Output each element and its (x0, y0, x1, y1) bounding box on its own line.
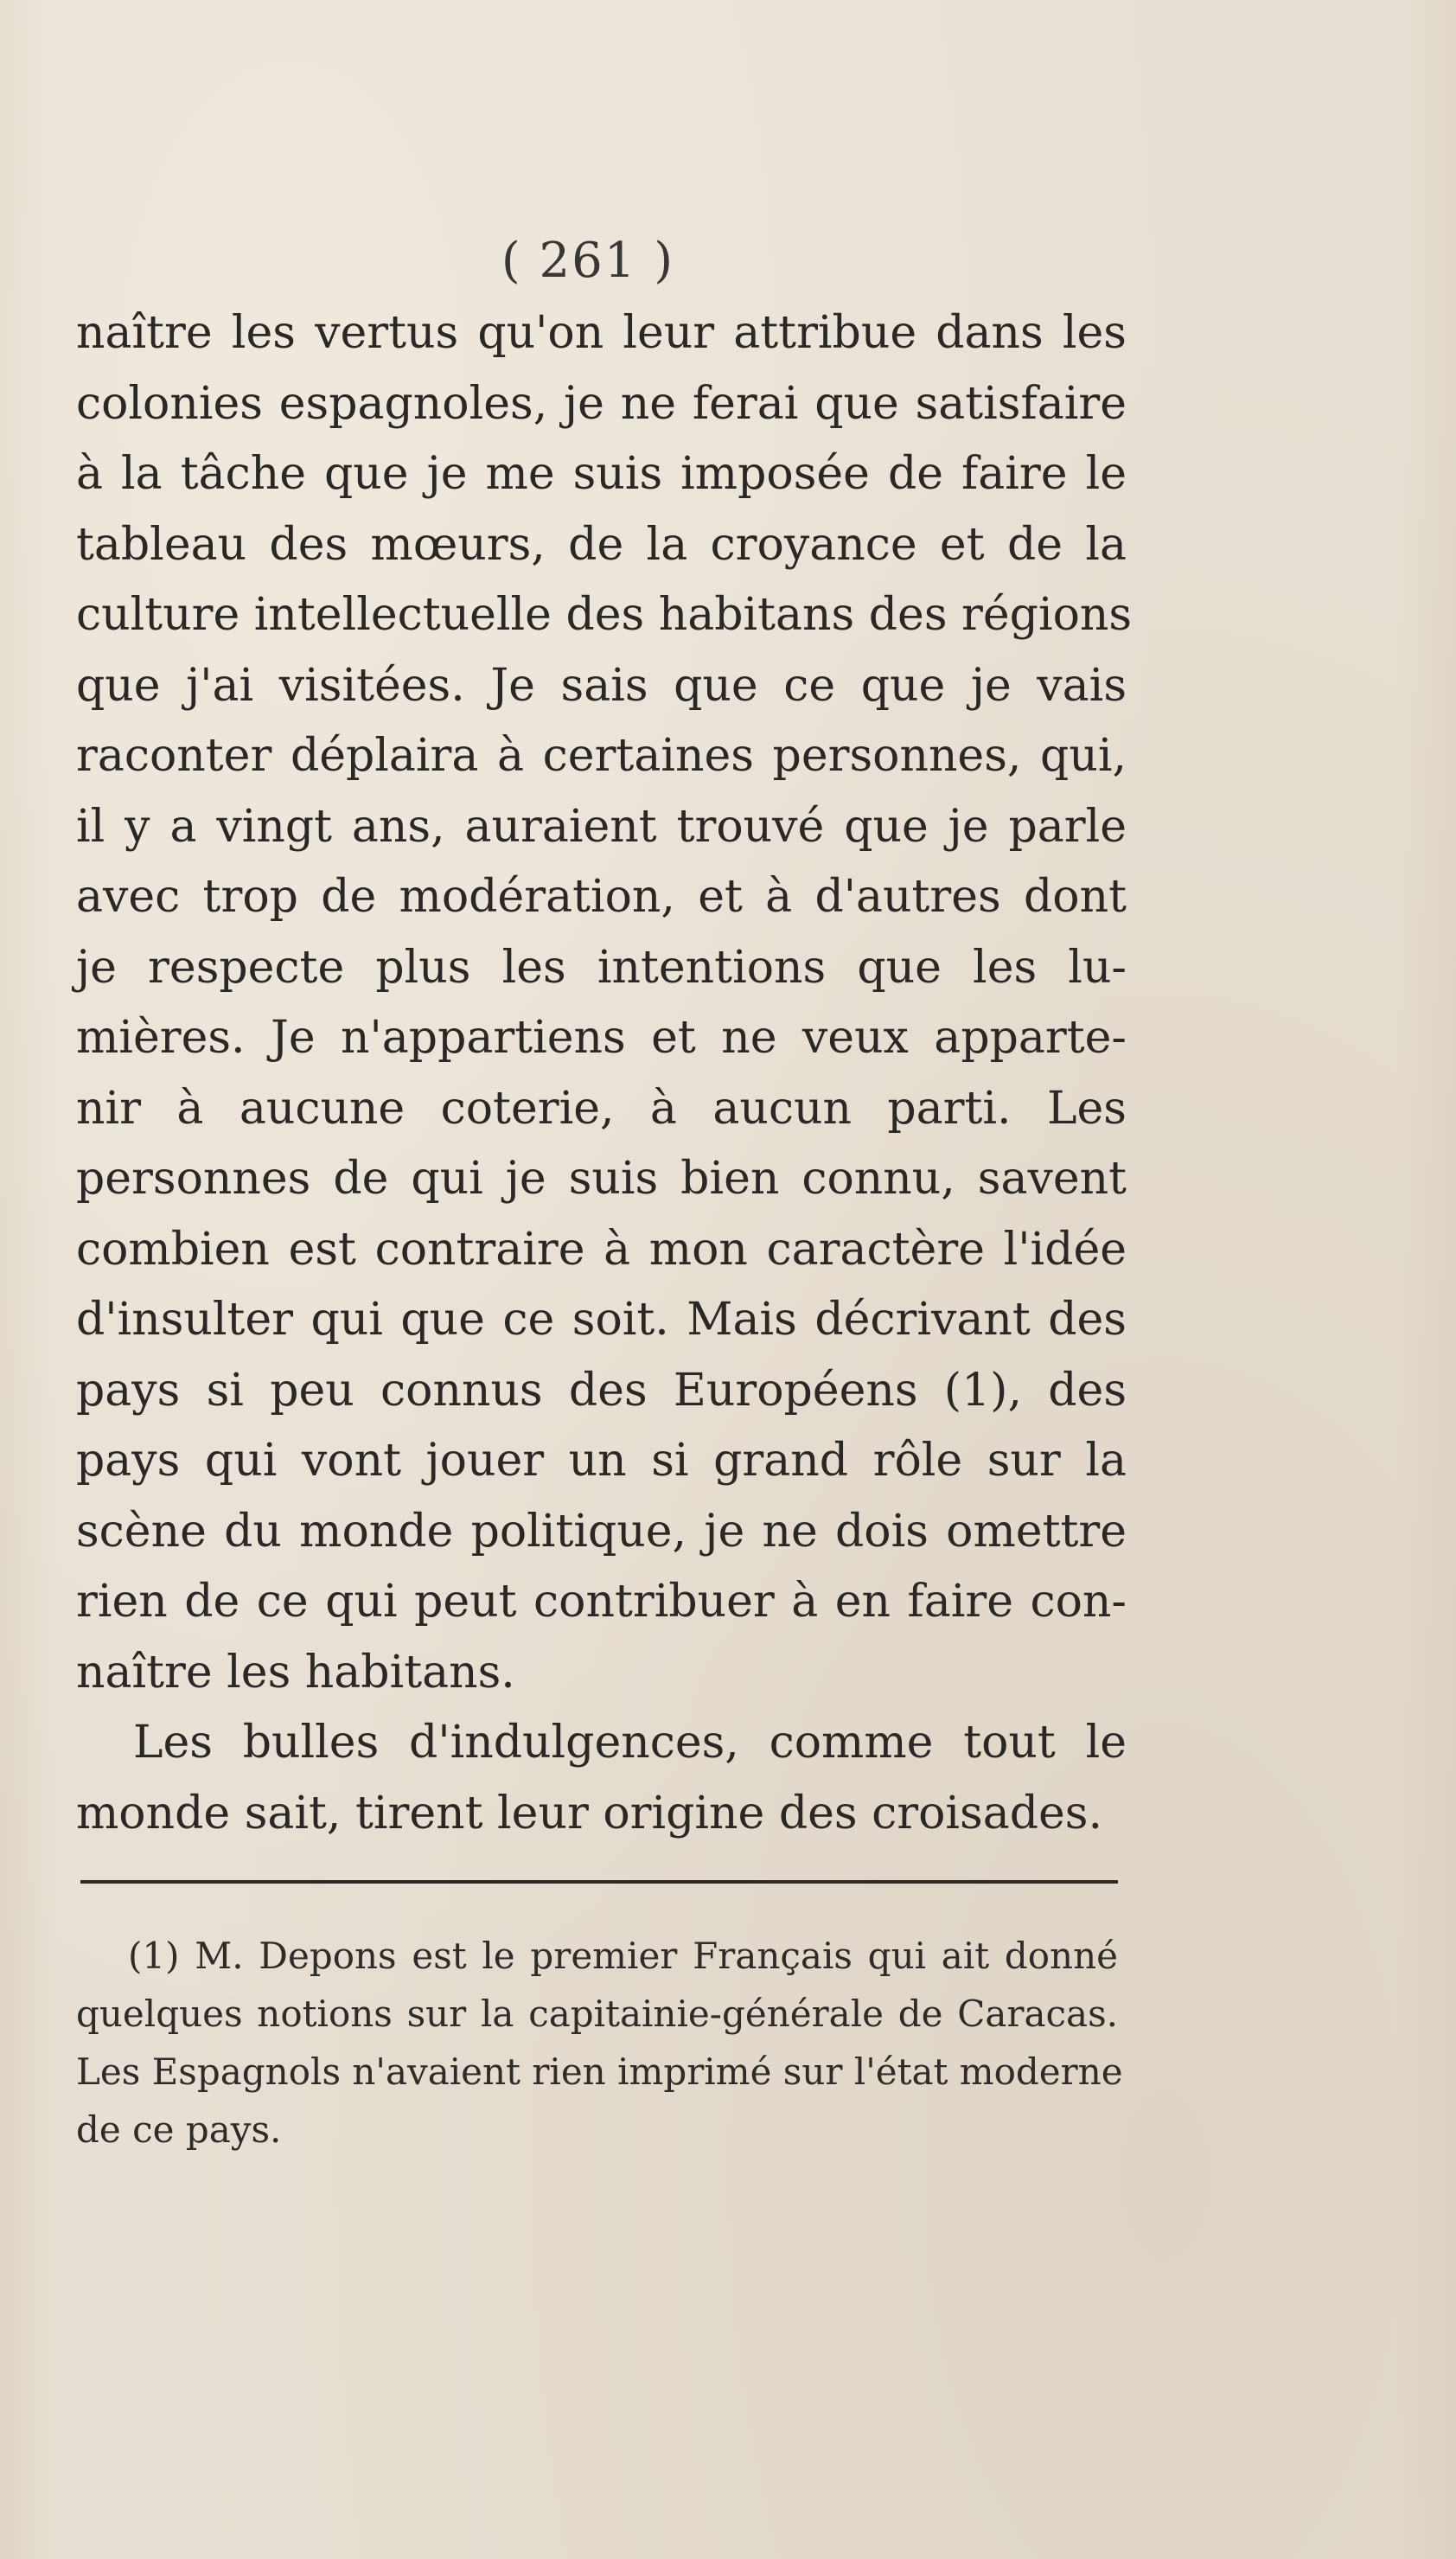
text-line: nir à aucune coterie, à aucun parti. Les (76, 1082, 1127, 1135)
text-line: tableau des mœurs, de la croyance et de la (76, 518, 1127, 571)
text-line: personnes de qui je suis bien connu, savent (76, 1153, 1127, 1205)
text-line: monde sait, tirent leur origine des croisades. (76, 1787, 1102, 1839)
text-line: combien est contraire à mon caractère l'idée (76, 1223, 1127, 1276)
page-number: ( 261 ) (501, 233, 675, 289)
text-line: pays qui vont jouer un si grand rôle sur la (76, 1435, 1127, 1487)
text-line: rien de ce qui peut contribuer à en faire con- (76, 1576, 1127, 1628)
text-line: avec trop de modération, et à d'autres dont (76, 871, 1127, 923)
text-line: Les bulles d'indulgences, comme tout le (133, 1717, 1127, 1769)
footnote-line: Les Espagnols n'avaient rien imprimé sur l'état moderne (76, 2050, 1123, 2093)
text-line: à la tâche que je me suis imposée de faire le (76, 448, 1127, 500)
text-line: naître les habitans. (76, 1646, 515, 1699)
text-line: culture intellectuelle des habitans des régions (76, 589, 1133, 641)
text-line: je respecte plus les intentions que les lu- (76, 941, 1127, 994)
text-line: pays si peu connus des Européens (1), des (76, 1364, 1127, 1417)
text-line: mières. Je n'appartiens et ne veux apparte- (76, 1012, 1127, 1064)
footnote-line: (1) M. Depons est le premier Français qui ait donné (128, 1935, 1118, 1977)
footnote-divider (80, 1880, 1118, 1884)
text-line: colonies espagnoles, je ne ferai que satisfaire (76, 377, 1127, 430)
text-line: que j'ai visitées. Je sais que ce que je vais (76, 659, 1127, 712)
footnote-line: de ce pays. (76, 2108, 282, 2151)
main-text (76, 298, 1133, 1849)
text-line: il y a vingt ans, auraient trouvé que je parle (76, 800, 1127, 853)
text-line: scène du monde politique, je ne dois omettre (76, 1505, 1127, 1558)
text-line: d'insulter qui que ce soit. Mais décrivant des (76, 1294, 1127, 1346)
footnote-line: quelques notions sur la capitainie-générale de Caracas. (76, 1993, 1118, 2035)
text-line: raconter déplaira à certaines personnes, qui, (76, 730, 1127, 782)
footnote (76, 1927, 1123, 2159)
text-line: naître les vertus qu'on leur attribue dans les (76, 307, 1127, 359)
